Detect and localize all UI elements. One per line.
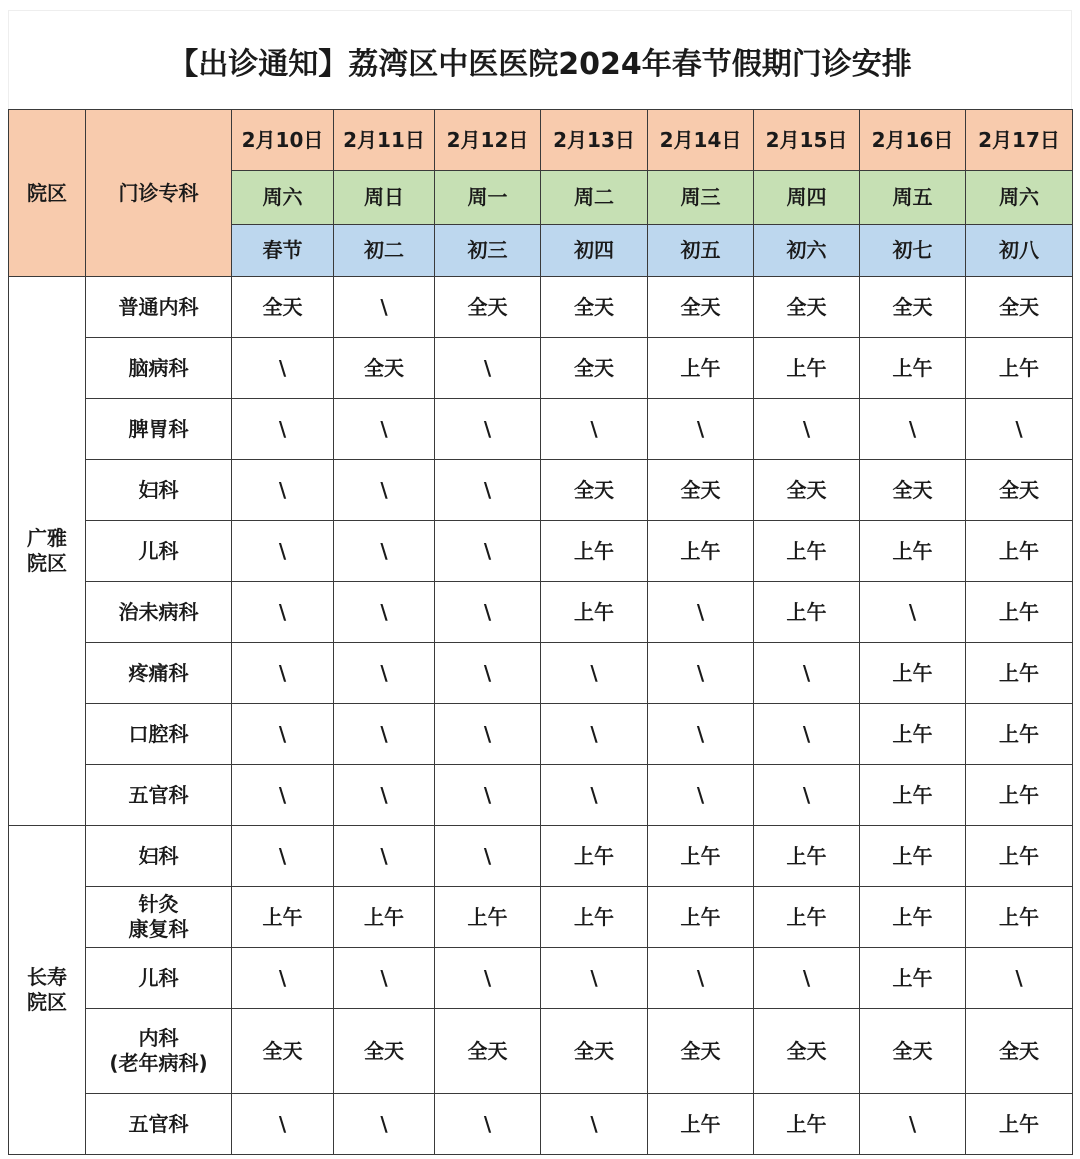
schedule-cell: \	[232, 826, 334, 887]
schedule-cell: 上午	[648, 1094, 754, 1155]
schedule-cell: \	[648, 643, 754, 704]
schedule-cell: 上午	[966, 1094, 1073, 1155]
schedule-cell: 全天	[541, 277, 648, 338]
schedule-cell: 全天	[648, 1009, 754, 1094]
schedule-cell: 上午	[966, 826, 1073, 887]
schedule-cell: 全天	[966, 277, 1073, 338]
department-name: 针灸 康复科	[86, 887, 232, 948]
schedule-cell: 全天	[966, 460, 1073, 521]
department-name: 脑病科	[86, 338, 232, 399]
schedule-cell: \	[435, 948, 541, 1009]
table-row	[9, 887, 1073, 948]
header-weekday: 周二	[541, 171, 648, 225]
schedule-cell: \	[966, 399, 1073, 460]
schedule-cell: \	[435, 521, 541, 582]
schedule-cell: \	[435, 338, 541, 399]
schedule-cell: \	[435, 460, 541, 521]
campus-name: 广雅 院区	[9, 277, 86, 826]
schedule-table-body	[9, 110, 1073, 1155]
header-weekday: 周三	[648, 171, 754, 225]
header-date: 2月16日	[860, 110, 966, 171]
schedule-cell: 全天	[966, 1009, 1073, 1094]
schedule-cell: 上午	[966, 521, 1073, 582]
schedule-cell: \	[334, 1094, 435, 1155]
schedule-cell: \	[754, 948, 860, 1009]
schedule-cell: \	[232, 765, 334, 826]
schedule-cell: \	[541, 704, 648, 765]
schedule-cell: 上午	[860, 521, 966, 582]
schedule-cell: 上午	[754, 582, 860, 643]
schedule-cell: 上午	[754, 1094, 860, 1155]
department-name: 内科 (老年病科)	[86, 1009, 232, 1094]
schedule-cell: \	[754, 765, 860, 826]
schedule-cell: \	[754, 704, 860, 765]
header-campus: 院区	[9, 110, 86, 277]
header-date: 2月12日	[435, 110, 541, 171]
schedule-cell: \	[648, 704, 754, 765]
schedule-cell: 全天	[435, 1009, 541, 1094]
schedule-cell: \	[232, 399, 334, 460]
schedule-cell: \	[541, 643, 648, 704]
schedule-cell: \	[860, 1094, 966, 1155]
schedule-cell: 上午	[966, 887, 1073, 948]
schedule-cell: \	[334, 948, 435, 1009]
schedule-cell: \	[232, 460, 334, 521]
table-row	[9, 1094, 1073, 1155]
schedule-cell: \	[648, 765, 754, 826]
schedule-cell: 上午	[648, 826, 754, 887]
schedule-cell: 上午	[648, 521, 754, 582]
schedule-cell: \	[232, 582, 334, 643]
schedule-cell: 上午	[860, 643, 966, 704]
schedule-cell: \	[966, 948, 1073, 1009]
schedule-cell: 上午	[966, 643, 1073, 704]
schedule-cell: \	[435, 643, 541, 704]
header-lunar-date: 初二	[334, 225, 435, 277]
schedule-cell: \	[754, 399, 860, 460]
schedule-cell: \	[541, 765, 648, 826]
header-weekday: 周日	[334, 171, 435, 225]
schedule-cell: 全天	[860, 277, 966, 338]
header-weekday: 周六	[232, 171, 334, 225]
header-weekday: 周六	[966, 171, 1073, 225]
schedule-cell: 全天	[541, 338, 648, 399]
schedule-cell: 上午	[860, 338, 966, 399]
schedule-cell: 全天	[648, 277, 754, 338]
schedule-cell: 上午	[541, 582, 648, 643]
schedule-cell: 全天	[541, 1009, 648, 1094]
header-lunar-date: 初六	[754, 225, 860, 277]
schedule-cell: \	[232, 1094, 334, 1155]
schedule-cell: 全天	[334, 338, 435, 399]
header-date: 2月15日	[754, 110, 860, 171]
header-date: 2月13日	[541, 110, 648, 171]
schedule-cell: \	[334, 765, 435, 826]
schedule-cell: 上午	[648, 887, 754, 948]
schedule-cell: 上午	[754, 338, 860, 399]
department-name: 五官科	[86, 1094, 232, 1155]
table-row	[9, 521, 1073, 582]
header-date: 2月17日	[966, 110, 1073, 171]
department-name: 儿科	[86, 948, 232, 1009]
schedule-cell: 全天	[334, 1009, 435, 1094]
schedule-cell: 全天	[754, 1009, 860, 1094]
table-row	[9, 277, 1073, 338]
schedule-cell: \	[334, 704, 435, 765]
schedule-cell: \	[435, 765, 541, 826]
table-row	[9, 582, 1073, 643]
header-weekday: 周五	[860, 171, 966, 225]
schedule-cell: 上午	[541, 887, 648, 948]
department-name: 妇科	[86, 460, 232, 521]
schedule-cell: 全天	[232, 1009, 334, 1094]
table-row	[9, 1009, 1073, 1094]
table-row	[9, 948, 1073, 1009]
header-department: 门诊专科	[86, 110, 232, 277]
schedule-cell: \	[648, 399, 754, 460]
header-lunar-date: 春节	[232, 225, 334, 277]
header-lunar-date: 初八	[966, 225, 1073, 277]
schedule-cell: 全天	[435, 277, 541, 338]
header-weekday: 周一	[435, 171, 541, 225]
page-title: 【出诊通知】荔湾区中医医院2024年春节假期门诊安排	[8, 10, 1072, 110]
schedule-cell: 全天	[232, 277, 334, 338]
schedule-cell: 全天	[860, 460, 966, 521]
table-row	[9, 765, 1073, 826]
schedule-table	[8, 109, 1073, 1155]
department-name: 妇科	[86, 826, 232, 887]
schedule-cell: \	[232, 338, 334, 399]
schedule-cell: 全天	[648, 460, 754, 521]
schedule-cell: 全天	[541, 460, 648, 521]
schedule-cell: \	[334, 826, 435, 887]
schedule-cell: \	[541, 948, 648, 1009]
header-date: 2月11日	[334, 110, 435, 171]
schedule-cell: 上午	[860, 887, 966, 948]
schedule-cell: 上午	[966, 704, 1073, 765]
header-lunar-date: 初七	[860, 225, 966, 277]
table-row	[9, 338, 1073, 399]
schedule-cell: \	[334, 521, 435, 582]
schedule-cell: 全天	[860, 1009, 966, 1094]
schedule-cell: 上午	[966, 765, 1073, 826]
schedule-cell: \	[754, 643, 860, 704]
schedule-cell: 上午	[754, 826, 860, 887]
header-date: 2月10日	[232, 110, 334, 171]
schedule-cell: \	[334, 277, 435, 338]
schedule-cell: \	[435, 826, 541, 887]
header-date: 2月14日	[648, 110, 754, 171]
schedule-cell: 上午	[860, 704, 966, 765]
department-name: 疼痛科	[86, 643, 232, 704]
department-name: 脾胃科	[86, 399, 232, 460]
schedule-cell: 上午	[541, 826, 648, 887]
schedule-cell: 上午	[435, 887, 541, 948]
schedule-cell: \	[648, 582, 754, 643]
schedule-cell: \	[232, 643, 334, 704]
schedule-cell: 上午	[334, 887, 435, 948]
schedule-cell: \	[334, 460, 435, 521]
schedule-cell: \	[860, 582, 966, 643]
schedule-cell: \	[435, 1094, 541, 1155]
schedule-cell: 上午	[754, 887, 860, 948]
schedule-cell: 上午	[754, 521, 860, 582]
schedule-cell: 上午	[860, 948, 966, 1009]
schedule-cell: \	[334, 643, 435, 704]
schedule-cell: \	[435, 582, 541, 643]
schedule-cell: \	[435, 704, 541, 765]
schedule-cell: 上午	[966, 582, 1073, 643]
campus-name: 长寿 院区	[9, 826, 86, 1155]
schedule-cell: \	[232, 521, 334, 582]
schedule-cell: \	[648, 948, 754, 1009]
schedule-cell: 上午	[966, 338, 1073, 399]
schedule-cell: 上午	[232, 887, 334, 948]
schedule-cell: 上午	[860, 826, 966, 887]
schedule-cell: 上午	[541, 521, 648, 582]
table-row	[9, 826, 1073, 887]
schedule-cell: \	[860, 399, 966, 460]
table-row	[9, 643, 1073, 704]
department-name: 五官科	[86, 765, 232, 826]
schedule-cell: \	[232, 948, 334, 1009]
header-weekday: 周四	[754, 171, 860, 225]
header-lunar-date: 初五	[648, 225, 754, 277]
table-row	[9, 460, 1073, 521]
schedule-cell: \	[541, 399, 648, 460]
schedule-cell: \	[435, 399, 541, 460]
department-name: 口腔科	[86, 704, 232, 765]
schedule-cell: \	[541, 1094, 648, 1155]
schedule-cell: \	[334, 399, 435, 460]
schedule-cell: 全天	[754, 277, 860, 338]
header-lunar-date: 初三	[435, 225, 541, 277]
header-row-dates	[9, 110, 1073, 171]
department-name: 治未病科	[86, 582, 232, 643]
schedule-cell: 上午	[648, 338, 754, 399]
schedule-cell: 全天	[754, 460, 860, 521]
department-name: 儿科	[86, 521, 232, 582]
table-row	[9, 399, 1073, 460]
schedule-cell: \	[334, 582, 435, 643]
header-lunar-date: 初四	[541, 225, 648, 277]
schedule-cell: 上午	[860, 765, 966, 826]
schedule-cell: \	[232, 704, 334, 765]
department-name: 普通内科	[86, 277, 232, 338]
table-row	[9, 704, 1073, 765]
